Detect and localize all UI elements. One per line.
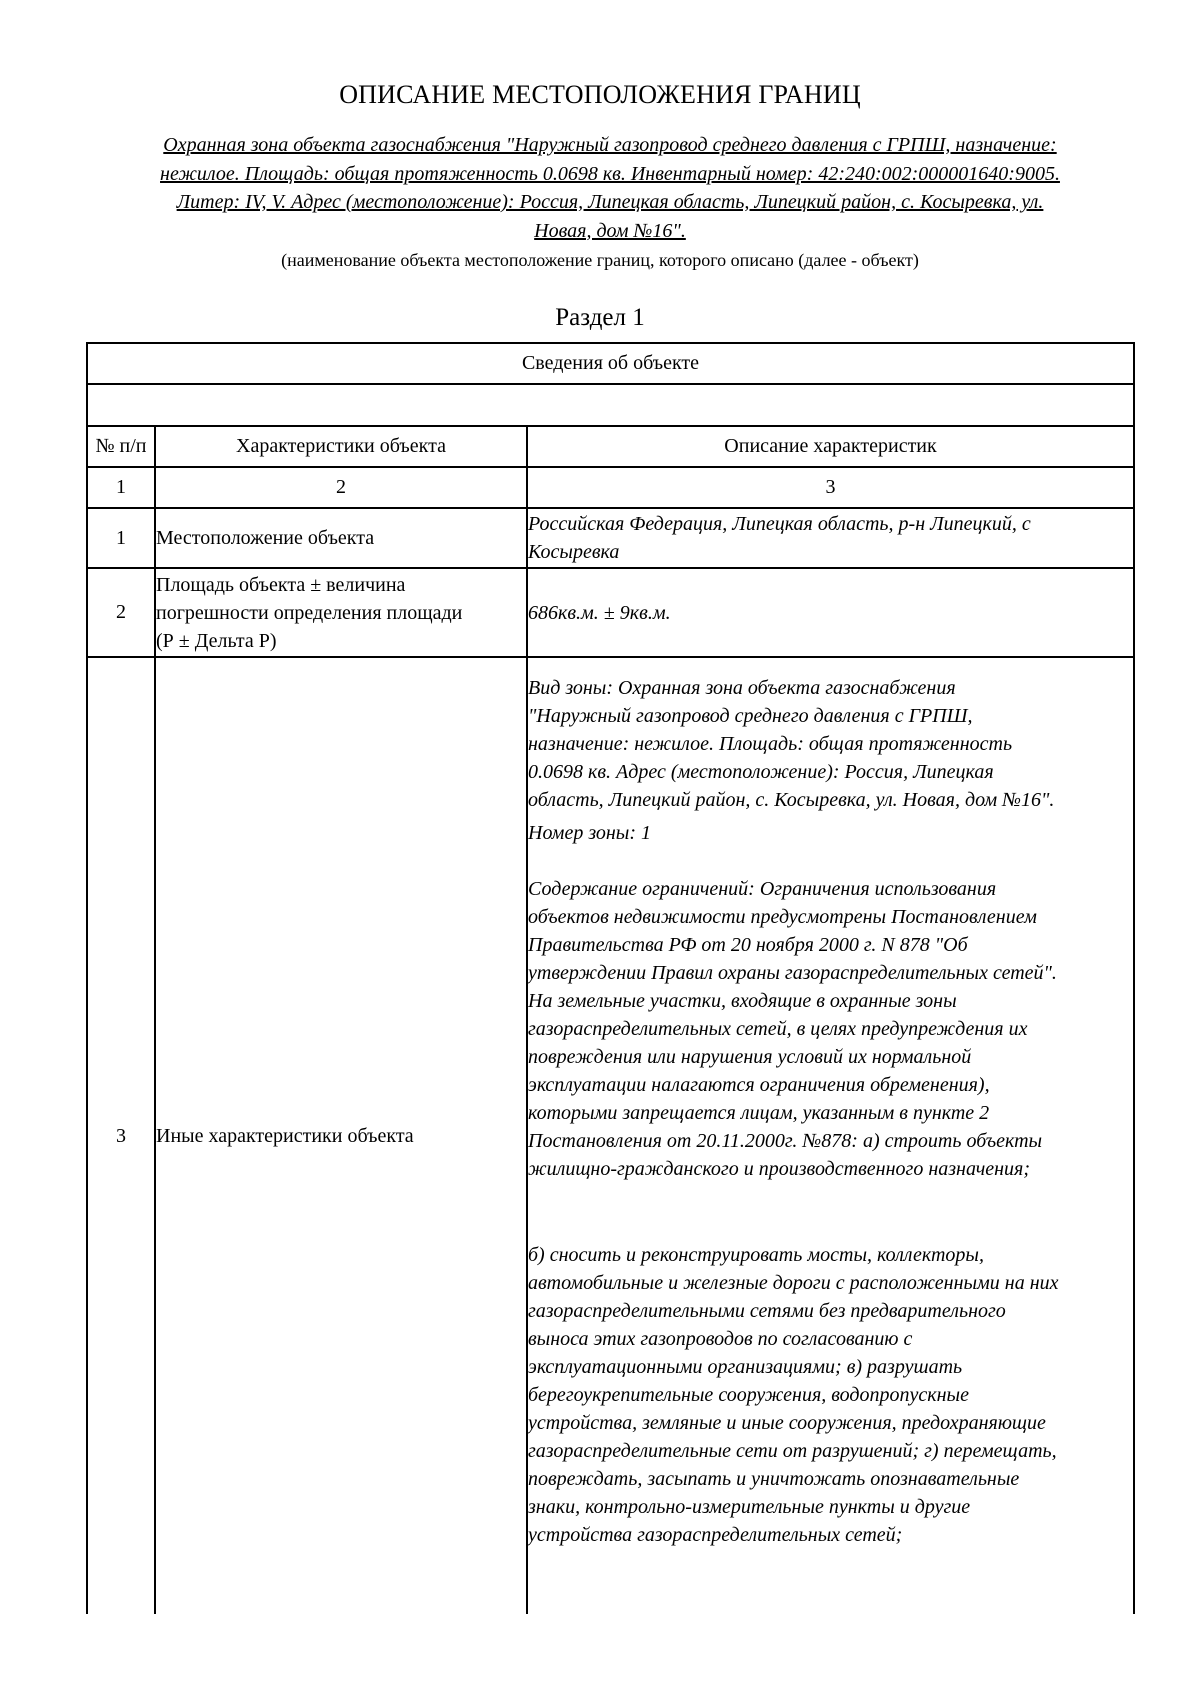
description-line: эксплуатационными организациями; в) разрушать xyxy=(528,1356,963,1378)
description-line: берегоукрепительные сооружения, водопропускные xyxy=(528,1384,969,1406)
description-line: Правительства РФ от 20 ноября 2000 г. N 878 "Об xyxy=(528,934,968,956)
description-line: устройства газораспределительных сетей; xyxy=(528,1524,903,1546)
description-line: область, Липецкий район, с. Косыревка, ул. Новая, дом №16". xyxy=(528,789,1055,811)
header-description: Описание характеристик xyxy=(527,426,1134,467)
table-row xyxy=(87,657,1134,1614)
row-characteristic xyxy=(155,657,527,1614)
row-description xyxy=(527,657,1134,1614)
header-characteristic: Характеристики объекта xyxy=(155,426,527,467)
object-info-table xyxy=(86,342,1135,1614)
description-line: Вид зоны: Охранная зона объекта газоснабжения xyxy=(528,677,956,699)
section-title: Раздел 1 xyxy=(555,304,645,331)
description-line: объектов недвижимости предусмотрены Постановлением xyxy=(528,906,1037,928)
column-number: 2 xyxy=(155,467,527,508)
description-line: газораспределительные сети от разрушений; г) перемещать, xyxy=(528,1440,1057,1462)
description-line: На земельные участки, входящие в охранные зоны xyxy=(528,990,957,1012)
characteristic-line: Площадь объекта ± величина xyxy=(156,573,406,596)
description-line: Номер зоны: 1 xyxy=(528,822,651,844)
row-characteristic xyxy=(155,508,527,568)
column-number: 3 xyxy=(527,467,1134,508)
description-line: знаки, контрольно-измерительные пункты и другие xyxy=(528,1496,971,1518)
description-line: Постановления от 20.11.2000г. №878: а) строить объекты xyxy=(528,1130,1043,1152)
row-description xyxy=(527,508,1134,568)
table-row xyxy=(87,508,1134,568)
description-line: повреждения или нарушения условий их нормальной xyxy=(528,1046,972,1068)
description-line: повреждать, засыпать и уничтожать опознавательные xyxy=(528,1468,1020,1490)
row-characteristic xyxy=(155,568,527,657)
description-line: выноса этих газопроводов по согласованию с xyxy=(528,1328,913,1350)
description-line: эксплуатации налагаются ограничения обременения), xyxy=(528,1074,990,1096)
table-row xyxy=(87,568,1134,657)
description-line: "Наружный газопровод среднего давления с ГРПШ, xyxy=(528,705,973,727)
row-number: 3 xyxy=(87,657,155,1614)
row-number: 1 xyxy=(87,508,155,568)
description-line: б) сносить и реконструировать мосты, коллекторы, xyxy=(528,1244,984,1266)
header-number: № п/п xyxy=(87,426,155,467)
description-line: Косыревка xyxy=(528,541,620,563)
characteristic-line: Местоположение объекта xyxy=(156,527,375,549)
description-line: жилищно-гражданского и производственного назначения; xyxy=(528,1158,1031,1180)
row-description xyxy=(527,568,1134,657)
description-line: газораспределительных сетей, в целях предупреждения их xyxy=(528,1018,1028,1040)
description-line: которыми запрещается лицам, указанным в пункте 2 xyxy=(528,1102,990,1124)
description-line: 0.0698 кв. Адрес (местоположение): Россия, Липецкая xyxy=(528,761,994,783)
characteristic-line: погрешности определения площади xyxy=(156,601,463,624)
object-name xyxy=(95,131,1125,245)
row-number: 2 xyxy=(87,568,155,657)
description-line: газораспределительными сетями без предварительного xyxy=(528,1300,1006,1322)
column-number: 1 xyxy=(87,467,155,508)
description-line: устройства, земляные и иные сооружения, предохраняющие xyxy=(528,1412,1046,1434)
zone-type-block xyxy=(528,674,1133,814)
object-caption: (наименование объекта местоположение границ, которого описано (далее - объект) xyxy=(281,250,919,270)
description-line: Содержание ограничений: Ограничения использования xyxy=(528,878,997,900)
document-title: ОПИСАНИЕ МЕСТОПОЛОЖЕНИЯ ГРАНИЦ xyxy=(339,80,861,109)
description-line: утверждении Правил охраны газораспределительных сетей". xyxy=(528,962,1057,984)
column-number-row xyxy=(87,467,1134,508)
table-blank-row xyxy=(87,384,1134,426)
characteristic-line: Иные характеристики объекта xyxy=(156,1125,414,1147)
object-name-line: Охранная зона объекта газоснабжения "Наружный газопровод среднего давления с ГРПШ, назначение: xyxy=(163,134,1057,156)
characteristic-line: (Р ± Дельта Р) xyxy=(156,629,277,652)
description-line: назначение: нежилое. Площадь: общая протяженность xyxy=(528,733,1013,755)
object-name-line: нежилое. Площадь: общая протяженность 0.0698 кв. Инвентарный номер: 42:240:002:000001640:9005. xyxy=(160,162,1060,185)
object-name-line: Новая, дом №16". xyxy=(534,219,686,242)
description-line: Российская Федерация, Липецкая область, р-н Липецкий, с xyxy=(528,513,1031,535)
zone-number-block xyxy=(528,819,1133,847)
object-name-line: Литер: IV, V. Адрес (местоположение): Россия, Липецкая область, Липецкий район, с. Косыревка, ул. xyxy=(176,191,1044,213)
prohibitions-block xyxy=(528,1241,1133,1549)
description-line: 686кв.м. ± 9кв.м. xyxy=(528,601,671,624)
restrictions-block xyxy=(528,875,1133,1183)
table-caption: Сведения об объекте xyxy=(87,343,1134,384)
table-header-row xyxy=(87,426,1134,467)
description-line: автомобильные и железные дороги с расположенными на них xyxy=(528,1272,1059,1294)
